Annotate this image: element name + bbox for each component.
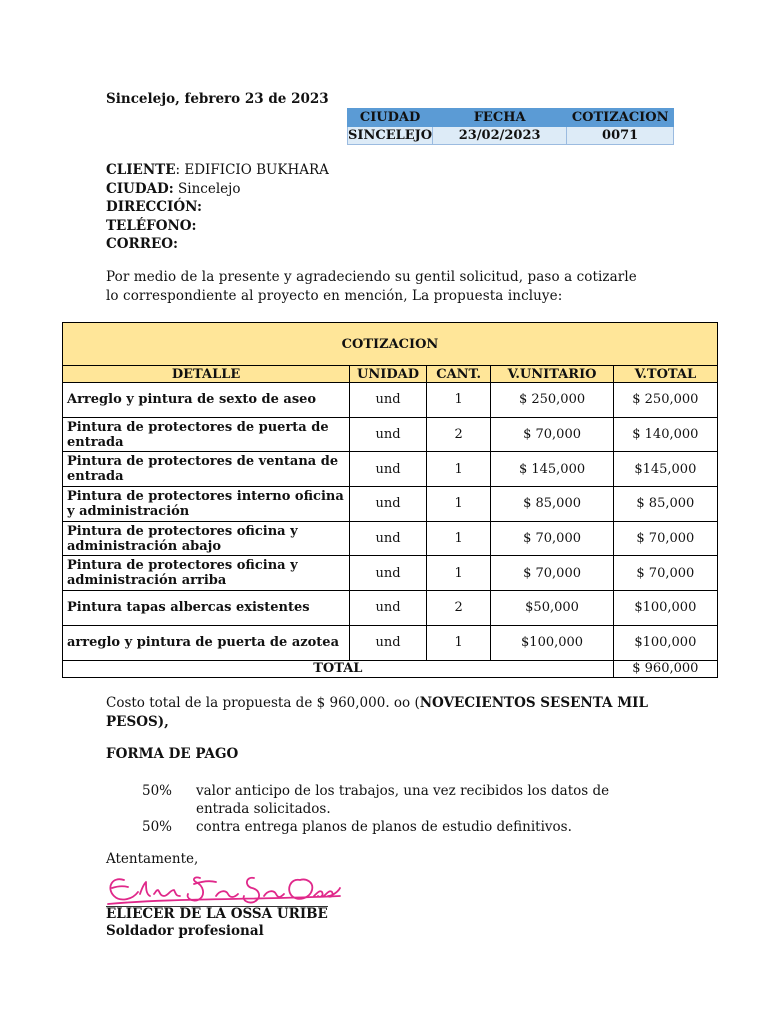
item-unit-price: $ 85,000 [491, 487, 613, 522]
value-ciudad: SINCELEJO [348, 128, 433, 143]
item-detail-line: arreglo y pintura de puerta de azotea [67, 635, 339, 651]
item-detail [63, 625, 350, 660]
item-qty: 1 [426, 452, 491, 487]
item-detail-line: Pintura de protectores de puerta de [67, 419, 329, 435]
cost-amount-words: NOVECIENTOS SESENTA MIL PESOS) [106, 695, 648, 730]
item-detail [63, 417, 350, 452]
email-label: CORREO: [106, 236, 178, 252]
value-cotizacion: 0071 [567, 127, 674, 145]
item-unit-price: $ 70,000 [491, 521, 613, 556]
item-total: $ 70,000 [613, 556, 717, 591]
quote-table [62, 322, 718, 678]
item-detail [63, 487, 350, 522]
item-total: $ 250,000 [613, 383, 717, 418]
col-vunitario: V.UNITARIO [491, 366, 613, 383]
col-unidad: UNIDAD [350, 366, 427, 383]
signer-title: Soldador profesional [106, 923, 264, 939]
item-detail [63, 591, 350, 626]
item-unit-price: $100,000 [491, 625, 613, 660]
item-unit: und [350, 417, 427, 452]
item-detail-line: entrada [67, 469, 124, 485]
item-total: $100,000 [613, 625, 717, 660]
client-value: : EDIFICIO BUKHARA [175, 162, 329, 178]
item-qty: 1 [426, 521, 491, 556]
item-unit: und [350, 383, 427, 418]
city-value: Sincelejo [173, 180, 241, 197]
quote-row [63, 417, 718, 452]
item-detail-line: y administración [67, 503, 190, 519]
quote-title: COTIZACION [63, 323, 718, 366]
quote-row [63, 625, 718, 660]
item-detail-line: Pintura de protectores interno oficina [67, 488, 344, 504]
payment-description [196, 782, 662, 818]
item-qty: 1 [426, 625, 491, 660]
item-detail-line: entrada [67, 434, 124, 450]
address-label: DIRECCIÓN: [106, 199, 202, 215]
header-fecha: FECHA [433, 109, 567, 127]
payment-title: FORMA DE PAGO [106, 746, 239, 762]
payment-percent: 50% [142, 819, 173, 835]
closing-greeting: Atentamente, [106, 851, 199, 867]
info-table [347, 108, 674, 145]
header-ciudad: CIUDAD [348, 109, 433, 127]
payment-percent: 50% [142, 783, 173, 799]
intro-line-1: Por medio de la presente y agradeciendo su gentil solicitud, paso a cotizarle [106, 269, 637, 285]
item-detail [63, 383, 350, 418]
item-detail-line: Pintura de protectores oficina y [67, 523, 298, 539]
item-detail [63, 452, 350, 487]
item-detail-line: administración arriba [67, 573, 227, 589]
phone-label: TELÉFONO: [106, 217, 197, 234]
info-table-values [348, 127, 674, 145]
item-total: $145,000 [613, 452, 717, 487]
col-cant: CANT. [426, 366, 491, 383]
item-total: $ 85,000 [613, 487, 717, 522]
item-unit: und [350, 452, 427, 487]
col-vtotal: V.TOTAL [613, 366, 717, 383]
client-label: CLIENTE [106, 162, 176, 178]
client-phone-line [106, 217, 329, 236]
item-detail [63, 556, 350, 591]
item-unit-price: $ 250,000 [491, 383, 613, 418]
item-total: $ 140,000 [613, 417, 717, 452]
total-value: $ 960,000 [613, 660, 717, 677]
item-qty: 2 [426, 417, 491, 452]
quote-row [63, 452, 718, 487]
quote-column-headers [63, 366, 718, 383]
quote-row [63, 487, 718, 522]
payment-line: entrada solicitados. [196, 801, 331, 817]
quote-row [63, 521, 718, 556]
cost-suffix: , [164, 714, 169, 730]
quote-total-row [63, 660, 718, 677]
item-detail-line: administración abajo [67, 538, 222, 554]
info-table-header [348, 109, 674, 127]
total-label: TOTAL [63, 660, 614, 677]
intro-line-2: lo correspondiente al proyecto en mención, La propuesta incluye: [106, 288, 563, 304]
client-block [106, 161, 329, 254]
item-unit: und [350, 521, 427, 556]
payment-line: contra entrega planos de planos de estudio definitivos. [196, 819, 572, 835]
header-cotizacion: COTIZACION [567, 109, 674, 127]
item-unit-price: $ 70,000 [491, 556, 613, 591]
value-fecha: 23/02/2023 [433, 127, 567, 145]
intro-paragraph [106, 268, 666, 306]
item-detail-line: Pintura de protectores oficina y [67, 558, 298, 574]
item-qty: 2 [426, 591, 491, 626]
quote-row [63, 591, 718, 626]
item-unit: und [350, 591, 427, 626]
item-total: $ 70,000 [613, 521, 717, 556]
item-detail [63, 521, 350, 556]
signer-block [106, 906, 328, 940]
item-qty: 1 [426, 487, 491, 522]
item-total: $100,000 [613, 591, 717, 626]
item-unit-price: $ 70,000 [491, 417, 613, 452]
client-name-line [106, 161, 329, 180]
client-email-line [106, 235, 329, 254]
quote-row [63, 383, 718, 418]
city-label: CIUDAD: [106, 180, 174, 197]
item-unit: und [350, 556, 427, 591]
cost-summary [106, 694, 676, 732]
item-unit: und [350, 625, 427, 660]
item-detail-line: Pintura de protectores de ventana de [67, 454, 339, 470]
client-city-line [106, 180, 329, 199]
col-detalle: DETALLE [63, 366, 350, 383]
payment-description [196, 818, 662, 836]
cost-prefix: Costo total de la propuesta de $ 960,000. oo ( [106, 695, 420, 711]
document-date: Sincelejo, febrero 23 de 2023 [106, 91, 329, 107]
client-address-line [106, 198, 329, 217]
quote-row [63, 556, 718, 591]
item-qty: 1 [426, 556, 491, 591]
handwritten-signature [104, 866, 344, 910]
signer-name: ELIECER DE LA OSSA URIBE [106, 906, 328, 922]
item-unit-price: $ 145,000 [491, 452, 613, 487]
item-unit: und [350, 487, 427, 522]
item-detail-line: Pintura tapas albercas existentes [67, 600, 310, 616]
payment-line: valor anticipo de los trabajos, una vez recibidos los datos de [196, 783, 610, 799]
item-unit-price: $50,000 [491, 591, 613, 626]
item-qty: 1 [426, 383, 491, 418]
item-detail-line: Arreglo y pintura de sexto de aseo [67, 392, 317, 408]
